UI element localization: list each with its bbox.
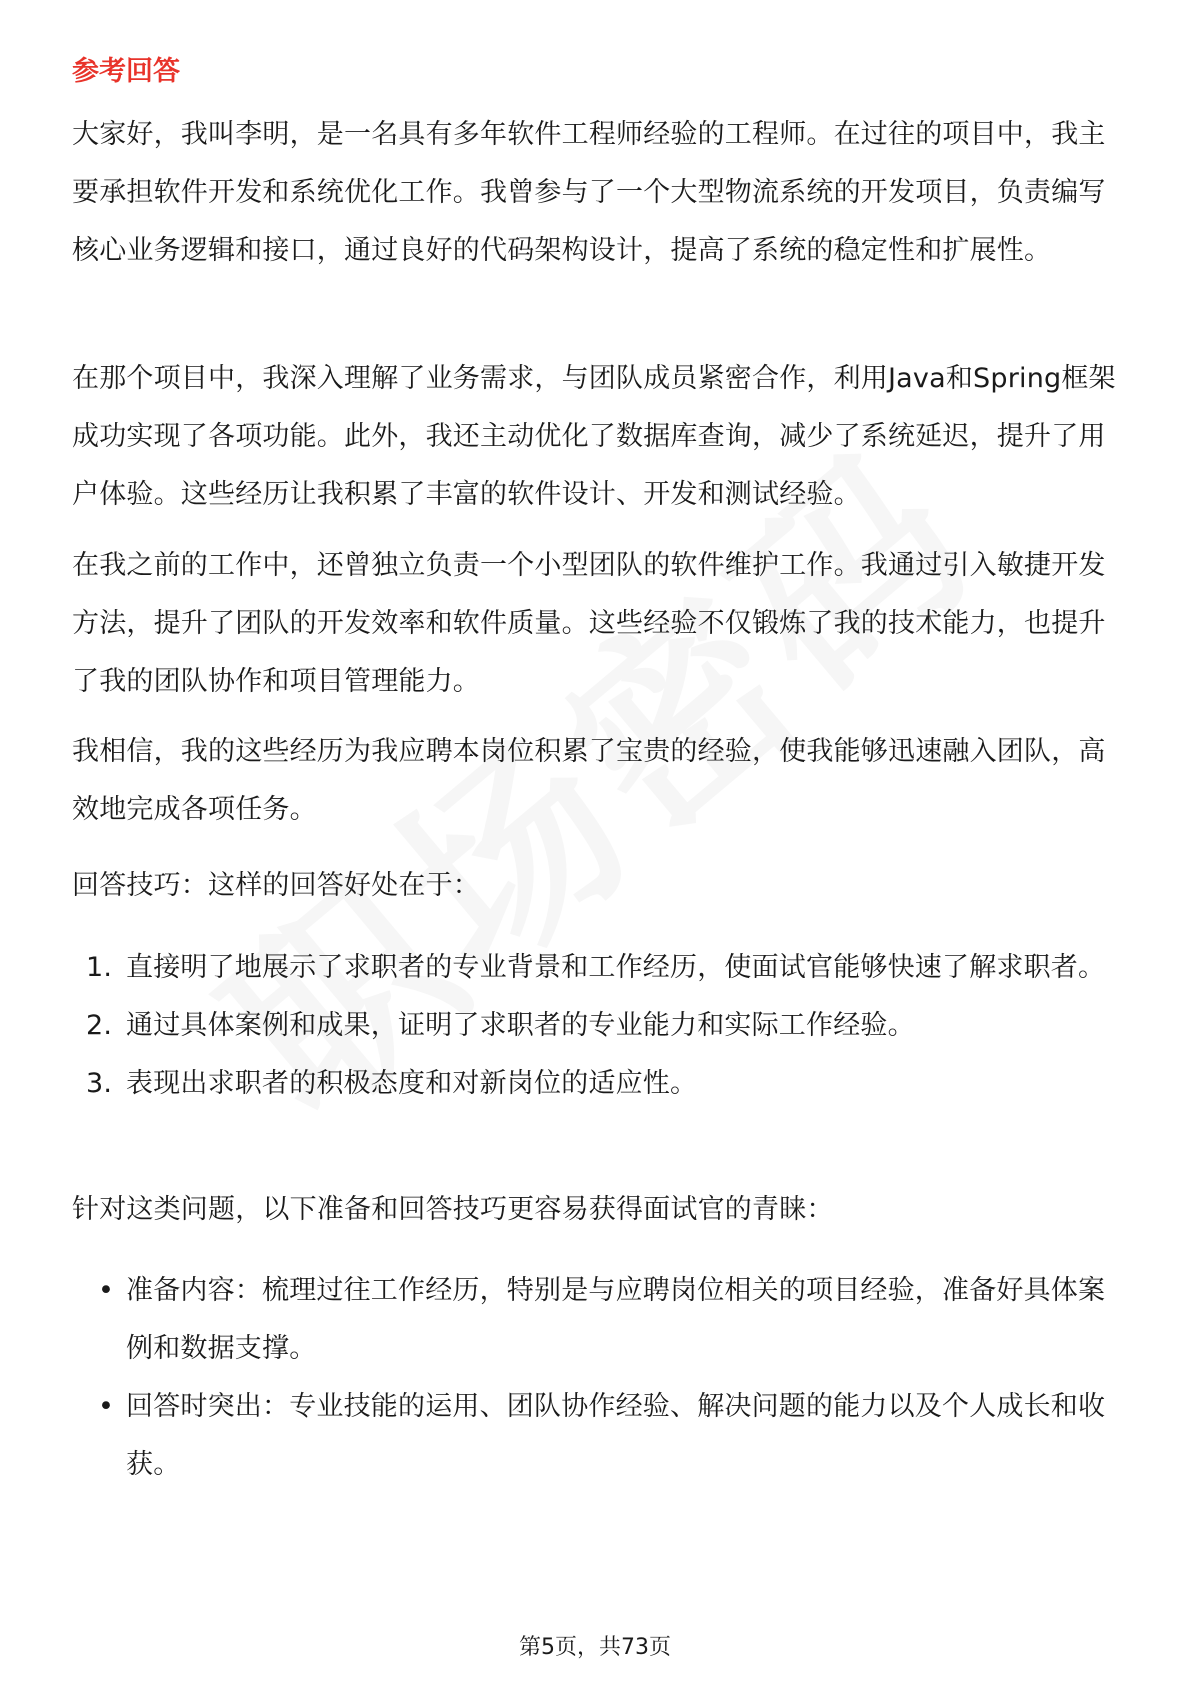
list-item-text: 直接明了地展示了求职者的专业背景和工作经历，使面试官能够快速了解求职者。	[126, 952, 1106, 983]
paragraph-intro: 大家好，我叫李明，是一名具有多年软件工程师经验的工程师。在过往的项目中，我主要承担软件开发和系统优化工作。我曾参与了一个大型物流系统的开发项目，负责编写核心业务逻辑和接口，通过良好的代码架构设计，提高了系统的稳定性和扩展性。	[72, 119, 1106, 266]
bullet-icon: •	[98, 1391, 115, 1422]
list-item-text: 准备内容：梳理过往工作经历，特别是与应聘岗位相关的项目经验，准备好具体案例和数据支撑。	[126, 1275, 1106, 1364]
paragraph-previous-work: 在我之前的工作中，还曾独立负责一个小型团队的软件维护工作。我通过引入敏捷开发方法，提升了团队的开发效率和软件质量。这些经验不仅锻炼了我的技术能力，也提升了我的团队协作和项目管理能力。	[72, 550, 1106, 697]
list-item	[72, 1378, 1118, 1494]
list-number: 3.	[86, 1068, 113, 1099]
list-item-text: 表现出求职者的积极态度和对新岗位的适应性。	[126, 1068, 698, 1099]
list-item	[72, 939, 1118, 997]
list-item-text: 回答时突出：专业技能的运用、团队协作经验、解决问题的能力以及个人成长和收获。	[126, 1391, 1106, 1480]
bullet-icon: •	[98, 1275, 115, 1306]
prep-list	[72, 1262, 1118, 1494]
prep-intro: 针对这类问题，以下准备和回答技巧更容易获得面试官的青睐：	[72, 1194, 834, 1225]
page-footer: 第5页，共73页	[519, 1635, 671, 1660]
list-item	[72, 997, 1118, 1055]
list-item	[72, 1055, 1118, 1113]
list-item	[72, 1262, 1118, 1378]
list-item-text: 通过具体案例和成果，证明了求职者的专业能力和实际工作经验。	[126, 1010, 915, 1041]
tips-intro: 回答技巧：这样的回答好处在于：	[72, 870, 480, 901]
list-number: 1.	[86, 952, 113, 983]
section-heading: 参考回答	[72, 56, 180, 87]
paragraph-project: 在那个项目中，我深入理解了业务需求，与团队成员紧密合作，利用Java和Spring框架成功实现了各项功能。此外，我还主动优化了数据库查询，减少了系统延迟，提升了用户体验。这些经历让我积累了丰富的软件设计、开发和测试经验。	[72, 363, 1116, 510]
list-number: 2.	[86, 1010, 113, 1041]
paragraph-conclusion: 我相信，我的这些经历为我应聘本岗位积累了宝贵的经验，使我能够迅速融入团队，高效地完成各项任务。	[72, 736, 1106, 825]
tips-list	[72, 939, 1118, 1113]
